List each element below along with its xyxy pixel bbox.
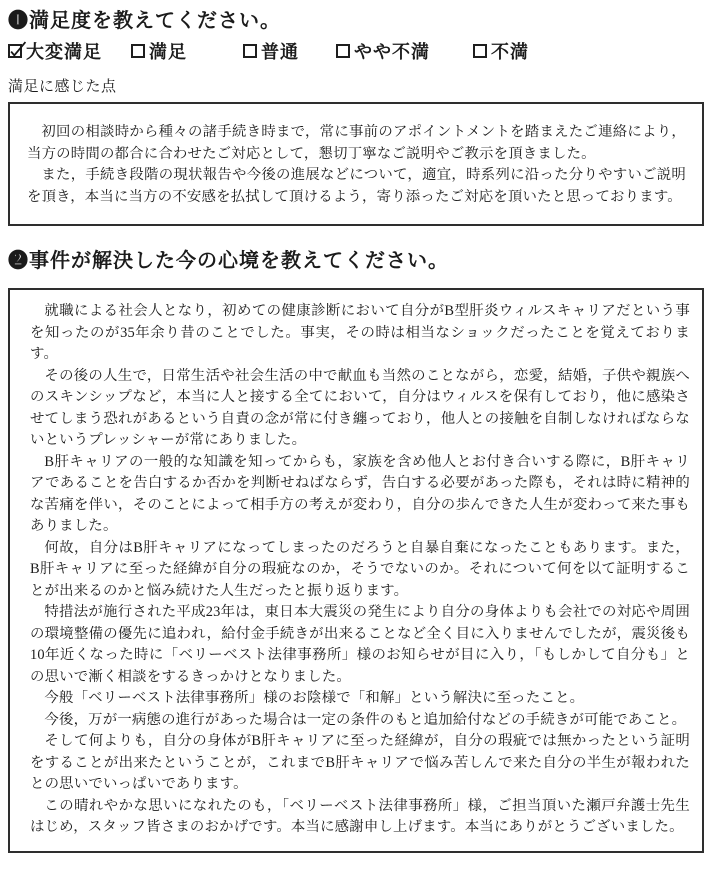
option-label: 普通 xyxy=(261,41,299,62)
answer-paragraph: 今般「ベリーベスト法律事務所」様のお陰様で「和解」という解決に至ったこと。 xyxy=(44,690,585,706)
option-label: 不満 xyxy=(491,41,529,62)
answer-paragraph: その後の人生で，日常生活や社会生活の中で献血も当然のことながら，恋愛，結婚，子供や親族へのスキンシップなど，本当に人と接する全てにおいて，自分はウィルスを保有しており，他に感染させてしまう恐れがあるという自責の念が常に付き纏っており，他人との接触を自制しなければならないというプレッシャーが常にありました。 xyxy=(30,367,690,448)
answer-paragraph: 今後，万が一病態の進行があった場合は一定の条件のもと追加給付などの手続きが可能であこと。 xyxy=(44,711,687,728)
checkbox[interactable] xyxy=(473,44,487,58)
question-1-answer-box xyxy=(8,102,704,226)
answer-paragraph: そして何よりも，自分の身体がB肝キャリアに至った経緯が，自分の瑕疵では無かったという証明をすることが出来たということが，これまでB肝キャリアで悩み苦しんで来た自分の半生が報われたとの思いでいっぱいであります。 xyxy=(30,733,690,792)
checkbox[interactable] xyxy=(131,44,145,58)
option-somewhat-dissatisfied[interactable] xyxy=(336,38,430,64)
question-2-heading: ❷事件が解決した今の心境を教えてください。 xyxy=(8,250,449,272)
option-neutral[interactable] xyxy=(243,38,299,64)
answer-paragraph: 就職による社会人となり，初めての健康診断において自分がB型肝炎ウィルスキャリアだという事を知ったのが35年余り昔のことでした。事実，その時は相当なショックだったことを覚えております。 xyxy=(30,303,690,362)
answer-paragraph: また，手続き段階の現状報告や今後の進展などについて，適宜，時系列に沿った分りやすいご説明を頂き，本当に当方の不安感を払拭して頂けるよう，寄り添ったご対応を頂いたと思っております。 xyxy=(27,167,686,205)
satisfaction-options xyxy=(8,38,704,63)
checkbox[interactable] xyxy=(243,44,257,58)
option-satisfied[interactable] xyxy=(131,38,187,64)
checkmark-icon xyxy=(9,41,26,59)
answer-paragraph: 何故，自分はB肝キャリアになってしまったのだろうと自暴自棄になったこともあります。また，B肝キャリアに至った経緯が自分の瑕疵なのか，そうでないのか。それについて何を以て証明することが出来るのかと悩み続けた人生だったと振り返ります。 xyxy=(30,539,690,599)
question-2-answer-box xyxy=(8,288,704,853)
checkbox[interactable] xyxy=(8,44,22,58)
option-dissatisfied[interactable] xyxy=(473,38,529,64)
answer-paragraph: 特措法が施行された平成23年は，東日本大震災の発生により自分の身体よりも会社での対応や周囲の環境整備の優先に追われ，給付金手続きが出来ることなど全く目に入りませんでしたが，震災後も10年近くなった時に「ベリーベスト法律事務所」様のお知らせが目に入り，「もしかして自分も」との思いで漸く相談をするきっかけとなりました。 xyxy=(30,604,690,685)
option-label: 満足 xyxy=(149,41,187,62)
answer-paragraph: B肝キャリアの一般的な知識を知ってからも，家族を含め他人とお付き合いする際に，B肝キャリアであることを告白するか否かを判断せねばならず，告白する必要があった際も，それは時に精神的な苦痛を伴い，そのことによって相手方の考えが変わり，自分の歩んできた人生が変わって来た事もありました。 xyxy=(30,453,690,534)
option-label: やや不満 xyxy=(354,41,430,62)
option-label: 大変満足 xyxy=(26,41,102,62)
satisfaction-points-label: 満足に感じた点 xyxy=(8,79,117,95)
answer-paragraph: この晴れやかな思いになれたのも，「ベリーベスト法律事務所」様，ご担当頂いた瀬戸弁護士先生はじめ，スタッフ皆さまのおかげです。本当に感謝申し上げます。本当にありがとうございました。 xyxy=(30,797,690,835)
option-very-satisfied[interactable] xyxy=(8,38,102,64)
question-1-heading: ❶満足度を教えてください。 xyxy=(8,10,281,32)
checkbox[interactable] xyxy=(336,44,350,58)
answer-paragraph: 初回の相談時から種々の諸手続き時まで，常に事前のアポイントメントを踏まえたご連絡により，当方の時間の都合に合わせたご対応として，懇切丁寧なご説明やご教示を頂きました。 xyxy=(27,124,686,162)
